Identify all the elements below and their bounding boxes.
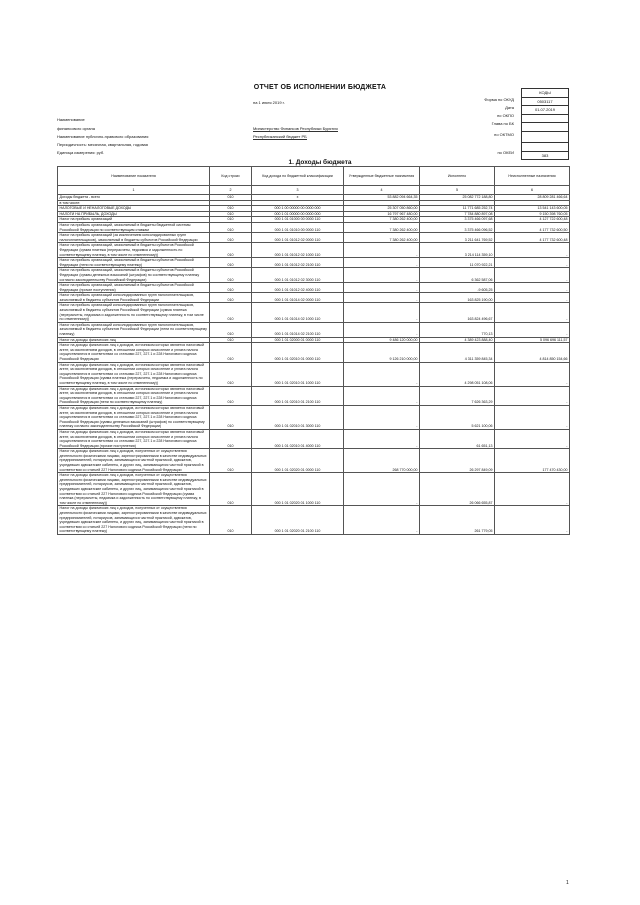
table-row [58,258,570,268]
row-income-code: 000 1 01 02000 01 0000 110 [252,337,344,343]
col-header-name: Наименование показателя [58,167,210,186]
row-approved: 7 380 262 400,00 [344,222,420,232]
table-header-row [58,167,570,186]
row-line-code: 010 [210,268,252,283]
row-approved: 53 882 094 664,35 [344,195,420,201]
row-name: Налог на доходы физических лиц с доходов, полученных от осуществления деятельности физическими лицами, зарегистрированными в качестве индивидуальных предпринимателей, нотариусов, занимающихся частной практикой, адвокатов, учредивших адвокатские кабинеты, и других лиц, занимающихся частной практикой в соответствии со статьей 227 Налогового кодекса Российской Федерации [58,449,210,473]
row-income-code: 000 1 01 01012 02 2100 110 [252,258,344,268]
row-approved: - [344,303,420,322]
row-executed: 11 771 685 252,74 [420,206,495,212]
codes-label-okpo: по ОКПО [497,113,514,118]
row-income-code: 000 1 01 02010 01 2100 110 [252,386,344,405]
row-income-code: 000 1 01 02020 01 1000 110 [252,473,344,506]
row-unexecuted: 4 177 732 600,48 [495,233,570,243]
codes-value-oktmo [522,131,569,142]
row-unexecuted: 5 096 696 111,57 [495,337,570,343]
row-unexecuted: - [495,362,570,386]
col-header-executed: Исполнено [420,167,495,186]
row-approved: 9 486 120 000,00 [344,337,420,343]
row-executed: 4 298 051 108,06 [420,362,495,386]
row-name: Налог на доходы физических лиц [58,337,210,343]
row-income-code: 000 1 01 01012 02 3000 110 [252,268,344,283]
table-row [58,362,570,386]
row-income-code: 000 1 01 02020 01 2100 110 [252,506,344,535]
row-unexecuted: - [495,405,570,429]
row-income-code: 000 1 01 02010 01 3000 110 [252,405,344,429]
col-number: 1 [58,186,210,195]
row-name: Налог на доходы физических лиц с доходов, источником которых является налоговый агент, за исключением доходов, в отношении которых исчисление и уплата налога осуществляются в соответствии со статьями 227, 227.1 и 228 Налогового кодекса Российской Федерации (прочие поступления) [58,429,210,448]
row-executed: 5 621 100,06 [420,405,495,429]
row-line-code: 010 [210,222,252,232]
col-number: 2 [210,186,252,195]
row-income-code: 000 1 01 01012 02 1000 110 [252,243,344,258]
header-label-periodicity: Периодичность: месячная, квартальная, годовая [57,142,148,147]
row-executed: 163 825 190,00 [420,293,495,303]
row-unexecuted: - [495,268,570,283]
row-name: Налог на прибыль организаций, зачисляемый в бюджеты субъектов Российской Федерации (сумма платежа (перерасчеты, недоимка и задолженность по соответствующему платежу, в том числе по отмененному)) [58,243,210,258]
row-unexecuted: 4 814 850 154,66 [495,343,570,362]
row-income-code: 000 1 01 00000 00 0000 000 [252,211,344,217]
row-unexecuted: - [495,386,570,405]
row-line-code: 010 [210,405,252,429]
page-number: 1 [566,880,569,886]
row-unexecuted: - [495,243,570,258]
codes-label-date: Дата [505,105,514,110]
row-name: Доходы бюджета - всего [58,195,210,201]
row-line-code: 010 [210,362,252,386]
row-income-code: 000 1 01 01012 02 4000 110 [252,283,344,293]
table-row [58,268,570,283]
col-number: 5 [420,186,495,195]
row-approved: - [344,386,420,405]
row-name: Налог на доходы физических лиц с доходов, источником которых является налоговый агент, за исключением доходов, в отношении которых исчисление и уплата налога осуществляются в соответствии со статьями 227, 227.1 и 228 Налогового кодекса Российской Федерации (пени по соответствующему платежу) [58,386,210,405]
row-unexecuted: 13 541 143 600,05 [495,206,570,212]
header-label-finance-body: финансового органа [57,126,95,131]
row-unexecuted: - [495,473,570,506]
row-line-code: 010 [210,217,252,223]
col-header-code: Код дохода по бюджетной классификации [252,167,344,186]
row-income-code: 000 1 01 01014 02 2100 110 [252,322,344,337]
row-approved: 268 770 000,00 [344,449,420,473]
income-table [57,166,570,535]
row-approved: - [344,506,420,535]
row-income-code: 000 1 01 02010 01 4000 110 [252,429,344,448]
header-label-name: Наименование [57,117,85,122]
row-line-code: 010 [210,211,252,217]
row-name: Налог на прибыль организаций [58,217,210,223]
row-approved: 16 797 967 480,00 [344,211,420,217]
row-line-code: 010 [210,195,252,201]
row-income-code: 000 1 01 01014 02 1000 110 [252,303,344,322]
codes-header: КОДЫ [522,89,569,98]
row-line-code: 010 [210,429,252,448]
row-name: Налог на прибыль организаций консолидированных групп налогоплательщиков, зачисляемый в бюджеты субъектов Российской Федерации (сумма платежа (перерасчеты, недоимка и задолженность по соответствующему платежу, в том числе по отмененному)) [58,303,210,322]
row-executed: 261 779,05 [420,506,495,535]
codes-label-bk: Глава по БК [491,121,514,126]
row-unexecuted: - [495,303,570,322]
codes-value-bk [522,123,569,132]
table-row [58,303,570,322]
col-header-approved: Утвержденные бюджетные назначения [344,167,420,186]
col-number: 3 [252,186,344,195]
budget-value: Республиканский бюджет РБ [253,134,307,139]
row-executed: 25 082 772 188,80 [420,195,495,201]
row-executed: 61 651,13 [420,429,495,448]
row-name: в том числе: [58,200,210,206]
row-line-code: 010 [210,337,252,343]
row-name: Налог на прибыль организаций, зачисляемый в бюджеты бюджетной системы Российской Федерации по соответствующим ставкам [58,222,210,232]
row-line-code: 010 [210,506,252,535]
row-line-code: 010 [210,233,252,243]
table-row [58,429,570,448]
row-approved: - [344,268,420,283]
row-line-code: 010 [210,449,252,473]
row-executed: 26 066 655,87 [420,473,495,506]
row-line-code: 010 [210,303,252,322]
row-line-code: 010 [210,386,252,405]
row-approved: 7 380 262 400,00 [344,217,420,223]
row-unexecuted: 9 150 398 760,05 [495,211,570,217]
table-row [58,322,570,337]
row-approved: - [344,258,420,268]
row-approved: - [344,283,420,293]
row-executed: 3 214 114 359,10 [420,243,495,258]
row-approved: - [344,405,420,429]
row-unexecuted: - [495,322,570,337]
row-executed: 770,13 [420,322,495,337]
table-row [58,222,570,232]
table-row [58,343,570,362]
row-name: Налог на доходы физических лиц с доходов, источником которых является налоговый агент, за исключением доходов, в отношении которых исчисление и уплата налога осуществляются в соответствии со статьями 227, 227.1 и 228 Налогового кодекса Российской Федерации [58,343,210,362]
row-executed: 26 297 849,09 [420,449,495,473]
row-income-code: 000 1 01 01014 02 0000 110 [252,293,344,303]
row-unexecuted: - [495,506,570,535]
row-approved: - [344,362,420,386]
row-income-code: 000 1 01 02010 01 1000 110 [252,362,344,386]
row-income-code: 000 1 01 01000 00 0000 110 [252,217,344,223]
row-name: Налог на прибыль организаций консолидированных групп налогоплательщиков, зачисляемый в бюджеты субъектов Российской Федерации (пени по соответствующему платежу) [58,322,210,337]
row-approved: - [344,243,420,258]
table-row [58,233,570,243]
row-name: Налог на доходы физических лиц с доходов, полученных от осуществления деятельности физическими лицами, зарегистрированными в качестве индивидуальных предпринимателей, нотариусов, занимающихся частной практикой, адвокатов, учредивших адвокатские кабинеты, и других лиц, занимающихся частной практикой в соответствии со статьей 227 Налогового кодекса Российской Федерации (сумма платежа (перерасчеты, недоимка и задолженность по соответствующему платежу, в том числе по отмененному)) [58,473,210,506]
row-executed: 3 375 466 097,68 [420,217,495,223]
row-name: Налог на прибыль организаций, зачисляемый в бюджеты субъектов Российской Федерации (суммы денежных взысканий (штрафов) по соответствующему платежу согласно законодательству Российской Федерации) [58,268,210,283]
row-executed: 4 389 423 888,40 [420,337,495,343]
row-executed: 6 362 587,06 [420,268,495,283]
row-unexecuted: - [495,429,570,448]
col-header-unexecuted: Неисполненные назначения [495,167,570,186]
row-executed: 163 824 496,67 [420,303,495,322]
row-executed: 7 784 880 897,08 [420,211,495,217]
row-name: НАЛОГИ НА ПРИБЫЛЬ, ДОХОДЫ [58,211,210,217]
table-row [58,283,570,293]
row-unexecuted: - [495,258,570,268]
row-line-code: 010 [210,293,252,303]
row-executed: -9 605,25 [420,283,495,293]
codes-label-okud: Форма по ОКУД [484,97,514,102]
header-label-unit: Единица измерения: руб. [57,150,105,155]
row-income-code: 000 1 01 01010 00 0000 110 [252,222,344,232]
row-name: Налог на прибыль организаций, зачисляемый в бюджеты субъектов Российской Федерации (пени по соответствующему платежу) [58,258,210,268]
row-income-code: 000 1 01 01012 02 0000 110 [252,233,344,243]
row-line-code: 010 [210,283,252,293]
row-executed: 3 211 641 769,52 [420,233,495,243]
codes-value-blank [522,142,569,151]
row-income-code: 000 1 01 02010 01 0000 110 [252,343,344,362]
row-unexecuted: 4 127 722 600,48 [495,217,570,223]
table-row [58,449,570,473]
report-title: ОТЧЕТ ОБ ИСПОЛНЕНИИ БЮДЖЕТА [253,84,387,91]
row-executed: 11 070 922,21 [420,258,495,268]
row-approved: 25 307 050 860,00 [344,206,420,212]
table-row [58,293,570,303]
col-header-line: Код строки [210,167,252,186]
row-approved: - [344,293,420,303]
row-approved: 7 380 262 400,00 [344,233,420,243]
row-unexecuted: 28 809 281 466,64 [495,195,570,201]
row-unexecuted: 4 177 732 600,50 [495,222,570,232]
col-number: 4 [344,186,420,195]
col-number: 6 [495,186,570,195]
row-line-code: 010 [210,258,252,268]
table-row [58,386,570,405]
row-line-code: 010 [210,473,252,506]
row-name: Налог на прибыль организаций, зачисляемый в бюджеты субъектов Российской Федерации (прочие поступления) [58,283,210,293]
row-name: Налог на доходы физических лиц с доходов, источником которых является налоговый агент, за исключением доходов, в отношении которых исчисление и уплата налога осуществляются в соответствии со статьями 227, 227.1 и 228 Налогового кодекса Российской Федерации (сумма платежа (перерасчеты, недоимка и задолженность по соответствующему платежу, в том числе по отмененному)) [58,362,210,386]
column-numbers-row [58,186,570,195]
report-date: на 1 июля 2019 г. [253,100,285,105]
codes-label-okei: по ОКЕИ [497,150,514,155]
row-name: Налог на прибыль организаций консолидированных групп налогоплательщиков, зачисляемый в бюджеты субъектов Российской Федерации [58,293,210,303]
row-executed: 4 311 359 845,34 [420,343,495,362]
codes-value-okud: 0503117 [522,97,569,106]
table-row [58,506,570,535]
row-name: Налог на доходы физических лиц с доходов, источником которых является налоговый агент, за исключением доходов, в отношении которых исчисление и уплата налога осуществляются в соответствии со статьями 227, 227.1 и 228 Налогового кодекса Российской Федерации (суммы денежных взысканий (штрафов) по соответствующему платежу согласно законодательству Российской Федерации) [58,405,210,429]
row-line-code: 010 [210,243,252,258]
row-unexecuted: - [495,293,570,303]
row-income-code: 000 1 01 02020 01 0000 110 [252,449,344,473]
row-approved: 9 126 210 000,00 [344,343,420,362]
codes-value-date: 01.07.2019 [522,106,569,115]
table-row [58,405,570,429]
header-label-legal-entity: Наименование публично-правового образования [57,134,149,139]
section-title: 1. Доходы бюджета [288,159,352,166]
row-name: Налог на доходы физических лиц с доходов, полученных от осуществления деятельности физическими лицами, зарегистрированными в качестве индивидуальных предпринимателей, нотариусов, занимающихся частной практикой, адвокатов, учредивших адвокатские кабинеты, и других лиц, занимающихся частной практикой в соответствии со статьей 227 Налогового кодекса Российской Федерации (пени по соответствующему платежу) [58,506,210,535]
row-line-code: 010 [210,322,252,337]
table-row [58,243,570,258]
row-approved: - [344,429,420,448]
row-approved: - [344,322,420,337]
row-executed: 7 626 363,29 [420,386,495,405]
codes-label-oktmo: по ОКТМО [494,132,514,137]
codes-value-okei: 383 [522,151,569,160]
row-name: Налог на прибыль организаций (за исключением консолидированных групп налогоплательщиков), зачисляемый в бюджеты субъектов Российской Федерации [58,233,210,243]
row-name: НАЛОГОВЫЕ И НЕНАЛОГОВЫЕ ДОХОДЫ [58,206,210,212]
row-income-code: 000 1 00 00000 00 0000 000 [252,206,344,212]
row-line-code: 010 [210,343,252,362]
codes-table [521,88,569,160]
row-income-code: x [252,195,344,201]
row-executed: 3 375 466 096,52 [420,222,495,232]
codes-value-okpo [522,114,569,123]
row-approved: - [344,473,420,506]
row-unexecuted: - [495,283,570,293]
row-unexecuted: 177 470 430,00 [495,449,570,473]
table-row [58,473,570,506]
finance-body-value: Министерство Финансов Республики Бурятия [253,126,338,131]
row-line-code: 010 [210,206,252,212]
